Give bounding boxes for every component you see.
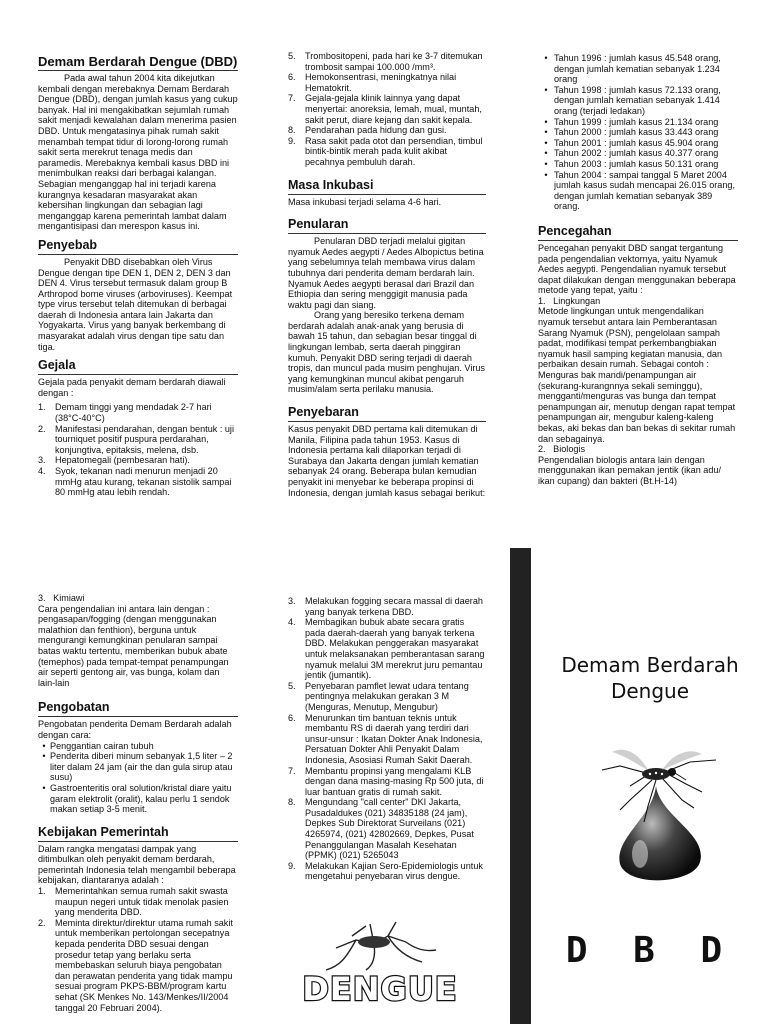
list-item: 9. Rasa sakit pada otot dan persendian, timbul bintik-bintik merah pada kulit akibat pecahnya pembuluh darah. — [288, 135, 483, 167]
list-item: • Gastroenteritis oral solution/kristal diare yaitu garam elektrolit (oralit), kalau perlu 1 sendok makan setiap 3-5 menit. — [42, 782, 232, 815]
dengue-logo-text: DENGUE — [302, 970, 458, 1008]
list-item: 5. Penyebaran pamflet lewat udara tentang pentingnya melakukan gerakan 3 M (Menguras, Menutup, Mengubur) — [288, 680, 469, 712]
column-1 — [38, 54, 238, 498]
cover-title — [532, 652, 768, 704]
list-item: • Penggantian cairan tubuh — [42, 740, 154, 751]
heading-penularan: Penularan — [288, 217, 486, 234]
kimiawi-paragraph: Cara pengendalian ini antara lain dengan : pengasapan/fogging (dengan menggunakan malathion dan fenthion), berguna untuk mengurangi kemungkinan penularan sampai batas waktu tertentu, memberikan bubuk abate (temephos) pada tempat-tempat penampungan air seperti gentong air, vas bunga, kolam dan lain-lain — [38, 603, 229, 688]
inkubasi-paragraph: Masa inkubasi terjadi selama 4-6 hari. — [288, 196, 442, 207]
heading-dbd: Demam Berdarah Dengue (DBD) — [38, 54, 238, 69]
penyebaran-paragraph: Kasus penyakit DBD pertama kali ditemukan di Manila, Filipina pada tahun 1953. Kasus di Indonesia pertama kali dilaporkan terjadi di Surabaya dan Jakarta dengan jumlah kematian sebanyak 24 orang. Beberapa bulan kemudian penyakit ini menyebar ke beberapa propinsi di Indonesia, dengan jumlah kasus sebagai berikut: — [288, 424, 486, 498]
penularan-paragraph-2: Orang yang beresiko terkena demam berdarah adalah anak-anak yang berusia di bawah 15 tahun, dan sebagian besar tinggal di lingkungan lembab, serta daerah pinggiran kumuh. Penyakit DBD sering terjadi di daerah tropis, dan muncul pada musim penghujan. Virus yang kemungkinan muncul akibat pengaruh musim/alam serta perilaku manusia. — [288, 310, 485, 395]
dengue-logo-icon — [296, 918, 464, 1022]
list-item: • Tahun 2004 : sampai tanggal 5 Maret 2004 jumlah kasus sudah mencapai 26.015 orang, dengan jumlah kematian sebanyak 389 orang. — [544, 169, 735, 212]
column-4 — [38, 593, 238, 1013]
heading-pencegahan: Pencegahan — [538, 224, 738, 241]
list-item: 2. Manifestasi pendarahan, dengan bentuk : uji tourniquet positif puspura perdarahan, konjungtiva, epitaksis, melena, dsb. — [38, 423, 234, 455]
penyebab-paragraph: Penyakit DBD disebabkan oleh Virus Dengue dengan tipe DEN 1, DEN 2, DEN 3 dan DEN 4. Virus tersebut termasuk dalam group B Arthropod borne viruses (arboviruses). Keempat type virus tersebut telah ditemukan di berbagai daerah di Indonesia antara lain Jakarta dan Yogyakarta. Virus yang banyak berkembang di masyarakat adalah virus dengan tipe satu dan tiga. — [38, 256, 233, 352]
list-item: 1. Memerintahkan semua rumah sakit swasta maupun negeri untuk tidak menolak pasien yang menderita DBD. — [38, 886, 229, 918]
lingkungan-paragraph: Metode lingkungan untuk mengendalikan nyamuk tersebut antara lain Pemberantasan Sarang Nyamuk (PSN), pengelolaan sampah padat, modifikasi tempat perkembangbiakan nyamuk hasil samping kegiatan manusia, dan perbaikan desain rumah. Sebagai contoh : Menguras bak mandi/penampungan air (sekurang-kurangnnya sekali seminggu), mengganti/menguras vas bunga dan tempat penampungan air, menutup dengan rapat tempat penampungan air, mengubur kaleng-kaleng bekas, aki bekas dan ban bekas di sekitar rumah dan sebagainya. — [538, 306, 736, 444]
gejala-intro: Gejala pada penyakit demam berdarah diawali dengan : — [38, 377, 226, 398]
cover-side-bar — [510, 548, 531, 1024]
column-3 — [538, 53, 738, 487]
list-item: 6. Menurunkan tim bantuan teknis untuk membantu RS di daerah yang terdiri dari unsur-unsur : Ikatan Dokter Anak Indonesia, Persatuan Dokter Ahli Penyakit Dalam Indonesia, Asosiasi Rumah Sakit Daerah. — [288, 712, 483, 765]
list-item: 3. Melakukan fogging secara massal di daerah yang banyak terkena DBD. — [288, 596, 483, 617]
column-5 — [288, 596, 486, 882]
list-item: • Penderita diberi minum sebanyak 1,5 liter – 2 liter dalam 24 jam (air the dan gula sirup atau susu) — [42, 751, 233, 783]
intro-paragraph: Pada awal tahun 2004 kita dikejutkan kembali dengan merebaknya Demam Berdarah Dengue (DBD), dengan jumlah kasus yang cukup banyak. Hal ini mengakibatkan sejumlah rumah sakit menjadi kewalahan dalam menerima pasien DBD. Untuk mengatasinya pihak rumah sakit menambah tempat tidur di lorong-lorong rumah sakit serta merekrut tenaga medis dan paramedis. Merebaknya kembali kasus DBD ini menimbulkan reaksi dari berbagai kalangan. Sebagian menganggap hal ini terjadi karena kurangnya kesadaran masyarakat akan kebersihan lingkungan dan sebagian lagi menganggap karena pemerintah lambat dalam mengantisipasi dan merespon kasus ini. — [38, 73, 238, 232]
kimiawi-heading: 3. Kimiawi — [38, 593, 85, 603]
pencegahan-paragraph: Pencegahan penyakit DBD sangat tergantung pada pengendalian vektornya, yaitu Nyamuk Aedes aegypti. Pengendalian nyamuk tersebut dapat dilakukan dengan menggunakan beberapa metode yang tepat, yaitu : — [538, 242, 736, 296]
biologis-heading: 2. Biologis — [538, 444, 586, 455]
list-item: 6. Hemokonsentrasi, meningkatnya nilai Hematokrit. — [288, 72, 457, 93]
list-item: 2. Meminta direktur/direktur utama rumah sakit untuk memberikan pertolongan secepatnya kepada penderita DBD sesuai dengan prosedur tetap yang berlaku serta membebaskan seluruh biaya pengobatan dan perawatan penderita yang tidak mampu sesuai program PKPS-BBM/program kartu sehat (SK Menkes No. 143/Menkes/II/2004 tanggal 20 Februari 2004). — [38, 917, 233, 1013]
list-item: • Tahun 2003 : jumlah kasus 50.131 orang — [544, 158, 719, 169]
pengobatan-intro: Pengobatan penderita Demam Berdarah adalah dengan cara: — [38, 719, 232, 740]
lingkungan-heading: 1. Lingkungan — [538, 295, 601, 306]
list-item: 7. Gejala-gejala klinik lainnya yang dapat menyertai: anoreksia, lemah, mual, muntah, sakit perut, diare kejang dan sakit kepala. — [288, 93, 482, 125]
list-item: 4. Membagikan bubuk abate secara gratis pada daerah-daerah yang banyak terkena DBD. Melakukan penggerakan masyarakat untuk melaksanakan pemberantasan sarang nyamuk melalui 3M merekrut juru pemantau jentik (jumantik). — [288, 617, 485, 681]
list-item: 4. Syok, tekanan nadi menurun menjadi 20 mmHg atau kurang, tekanan sistolik sampai 80 mmHg atau lebih rendah. — [38, 466, 232, 498]
column-2 — [288, 51, 486, 498]
heading-kebijakan: Kebijakan Pemerintah — [38, 825, 238, 842]
list-item: 3. Hepatomegali (pembesaran hati). — [38, 455, 190, 466]
heading-pengobatan: Pengobatan — [38, 700, 238, 717]
list-item: 5. Trombositopeni, pada hari ke 3-7 ditemukan trombosit sampai 100.000 /mm³. — [288, 51, 483, 72]
heading-penyebaran: Penyebaran — [288, 405, 486, 422]
list-item: 9. Melakukan Kajian Sero-Epidemiologis untuk mengetahui penyebaran virus dengue. — [288, 860, 483, 882]
heading-penyebab: Penyebab — [38, 238, 238, 255]
cover-title-line-1: Demam Berdarah — [561, 653, 739, 677]
list-item: 7. Membantu propinsi yang mengalami KLB dengan dana masing-masing Rp 500 juta, di luar bantuan gratis di rumah sakit. — [288, 765, 484, 797]
cover-dbd-letters: D B D — [565, 930, 735, 971]
cover-title-line-2: Dengue — [610, 679, 690, 703]
kebijakan-intro: Dalam rangka mengatasi dampak yang ditimbulkan oleh penyakit demam berdarah, pemerintah Indonesia telah mengambil beberapa kebijakan, diantaranya adalah : — [38, 843, 236, 886]
list-item: • Tahun 1996 : jumlah kasus 45.548 orang, dengan jumlah kematian sebanyak 1.234 orang — [544, 53, 721, 85]
list-item: 8. Pendarahan pada hidung dan gusi. — [288, 125, 447, 136]
list-item: • Tahun 1999 : jumlah kasus 21.134 orang — [544, 116, 719, 127]
list-item: • Tahun 2002 : jumlah kasus 40.377 orang — [544, 148, 719, 159]
list-item: • Tahun 1998 : jumlah kasus 72.133 orang, dengan jumlah kematian sebanyak 1.414 orang (terjadi ledakan) — [544, 84, 721, 116]
list-item: 8. Mengundang "call center" DKI Jakarta, Pusadaldukes (021) 34835188 (24 jam), Depkes Sub Direktorat Surveilans (021) 4265974, (021) 42802669, Depkes, Pusat Penanggulangan Masalah Kesehatan (PPMK) (021) 5265043 — [288, 797, 474, 861]
heading-gejala: Gejala — [38, 358, 238, 375]
list-item: • Tahun 2000 : jumlah kasus 33.443 orang — [544, 127, 719, 138]
list-item: 1. Demam tinggi yang mendadak 2-7 hari (38°C-40°C) — [38, 402, 212, 424]
list-item: • Tahun 2001 : jumlah kasus 45.904 orang — [544, 137, 719, 148]
heading-inkubasi: Masa Inkubasi — [288, 178, 486, 195]
biologis-paragraph: Pengendalian biologis antara lain dengan menggunakan ikan pemakan jentik (ikan adu/ ikan cupang) dan bakteri (Bt.H-14) — [538, 454, 722, 486]
penularan-paragraph-1: Penularan DBD terjadi melalui gigitan nyamuk Aedes aegypti / Aedes Albopictus betina yang sebelumnya telah membawa virus dalam tubuhnya dari penderita demam berdarah lain. Nyamuk Aedes aegypti berasal dari Brazil dan Ethiopia dan sering menggigit manusia pada waktu pagi dan siang. — [288, 236, 484, 310]
mosquito-drop-icon — [590, 726, 730, 892]
